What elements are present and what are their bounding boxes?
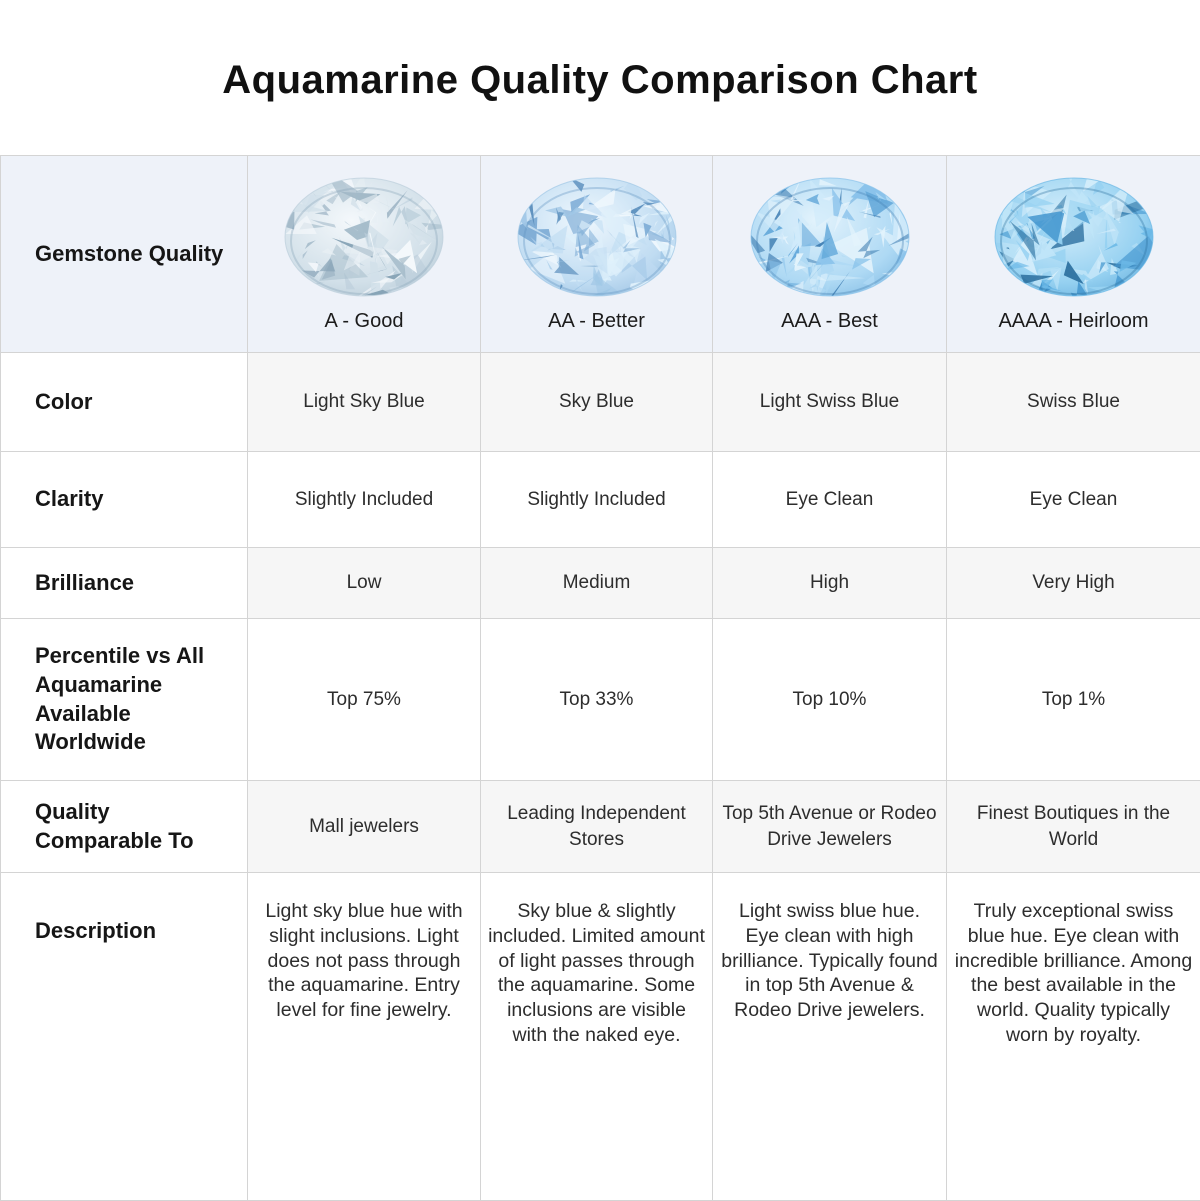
cell-quality-comparable-aaa: Top 5th Avenue or Rodeo Drive Jewelers <box>713 781 947 873</box>
cell-brilliance-aa: Medium <box>481 548 713 619</box>
cell-brilliance-aaa: High <box>713 548 947 619</box>
page-title: Aquamarine Quality Comparison Chart <box>0 0 1200 103</box>
cell-clarity-aaaa: Eye Clean <box>947 452 1200 548</box>
cell-brilliance-a: Low <box>248 548 481 619</box>
grade-label-aa: AA - Better <box>548 308 645 334</box>
clarity-row <box>1 452 1200 548</box>
grade-cell-aaaa <box>947 156 1200 353</box>
cell-description-a: Light sky blue hue with slight inclusions. Light does not pass through the aquamarine. Entry level for fine jewelry. <box>248 873 481 1201</box>
cell-clarity-a: Slightly Included <box>248 452 481 548</box>
cell-percentile-a: Top 75% <box>248 619 481 781</box>
gem-image-aaaa-icon <box>992 175 1156 299</box>
gem-image-a-icon <box>282 175 446 299</box>
row-label-description: Description <box>1 873 248 1201</box>
grade-label-a: A - Good <box>325 308 404 334</box>
brilliance-row <box>1 548 1200 619</box>
grade-cell-aaa <box>713 156 947 353</box>
row-label-brilliance: Brilliance <box>1 548 248 619</box>
row-label-clarity: Clarity <box>1 452 248 548</box>
row-label-gemstone-quality: Gemstone Quality <box>1 156 248 353</box>
cell-percentile-aaa: Top 10% <box>713 619 947 781</box>
cell-brilliance-aaaa: Very High <box>947 548 1200 619</box>
cell-quality-comparable-aa: Leading Independent Stores <box>481 781 713 873</box>
cell-color-a: Light Sky Blue <box>248 353 481 452</box>
grade-label-aaa: AAA - Best <box>781 308 878 334</box>
row-label-color: Color <box>1 353 248 452</box>
cell-color-aaaa: Swiss Blue <box>947 353 1200 452</box>
cell-quality-comparable-a: Mall jewelers <box>248 781 481 873</box>
cell-quality-comparable-aaaa: Finest Boutiques in the World <box>947 781 1200 873</box>
cell-color-aaa: Light Swiss Blue <box>713 353 947 452</box>
percentile-row <box>1 619 1200 781</box>
cell-description-aaa: Light swiss blue hue. Eye clean with high brilliance. Typically found in top 5th Avenue & Rodeo Drive jewelers. <box>713 873 947 1201</box>
cell-percentile-aaaa: Top 1% <box>947 619 1200 781</box>
cell-percentile-aa: Top 33% <box>481 619 713 781</box>
cell-color-aa: Sky Blue <box>481 353 713 452</box>
comparison-table <box>0 155 1200 1201</box>
cell-clarity-aaa: Eye Clean <box>713 452 947 548</box>
cell-description-aa: Sky blue & slightly included. Limited amount of light passes through the aquamarine. Some inclusions are visible with the naked eye. <box>481 873 713 1201</box>
gem-image-aaa-icon <box>748 175 912 299</box>
cell-description-aaaa: Truly exceptional swiss blue hue. Eye clean with incredible brilliance. Among the best available in the world. Quality typically worn by royalty. <box>947 873 1200 1201</box>
header-row <box>1 156 1200 353</box>
color-row <box>1 353 1200 452</box>
grade-cell-a <box>248 156 481 353</box>
grade-cell-aa <box>481 156 713 353</box>
cell-clarity-aa: Slightly Included <box>481 452 713 548</box>
gem-image-aa-icon <box>515 175 679 299</box>
row-label-quality-comparable: Quality Comparable To <box>1 781 248 873</box>
description-row <box>1 873 1200 1201</box>
row-label-percentile: Percentile vs All Aquamarine Available Worldwide <box>1 619 248 781</box>
quality-comparable-row <box>1 781 1200 873</box>
grade-label-aaaa: AAAA - Heirloom <box>998 308 1148 334</box>
